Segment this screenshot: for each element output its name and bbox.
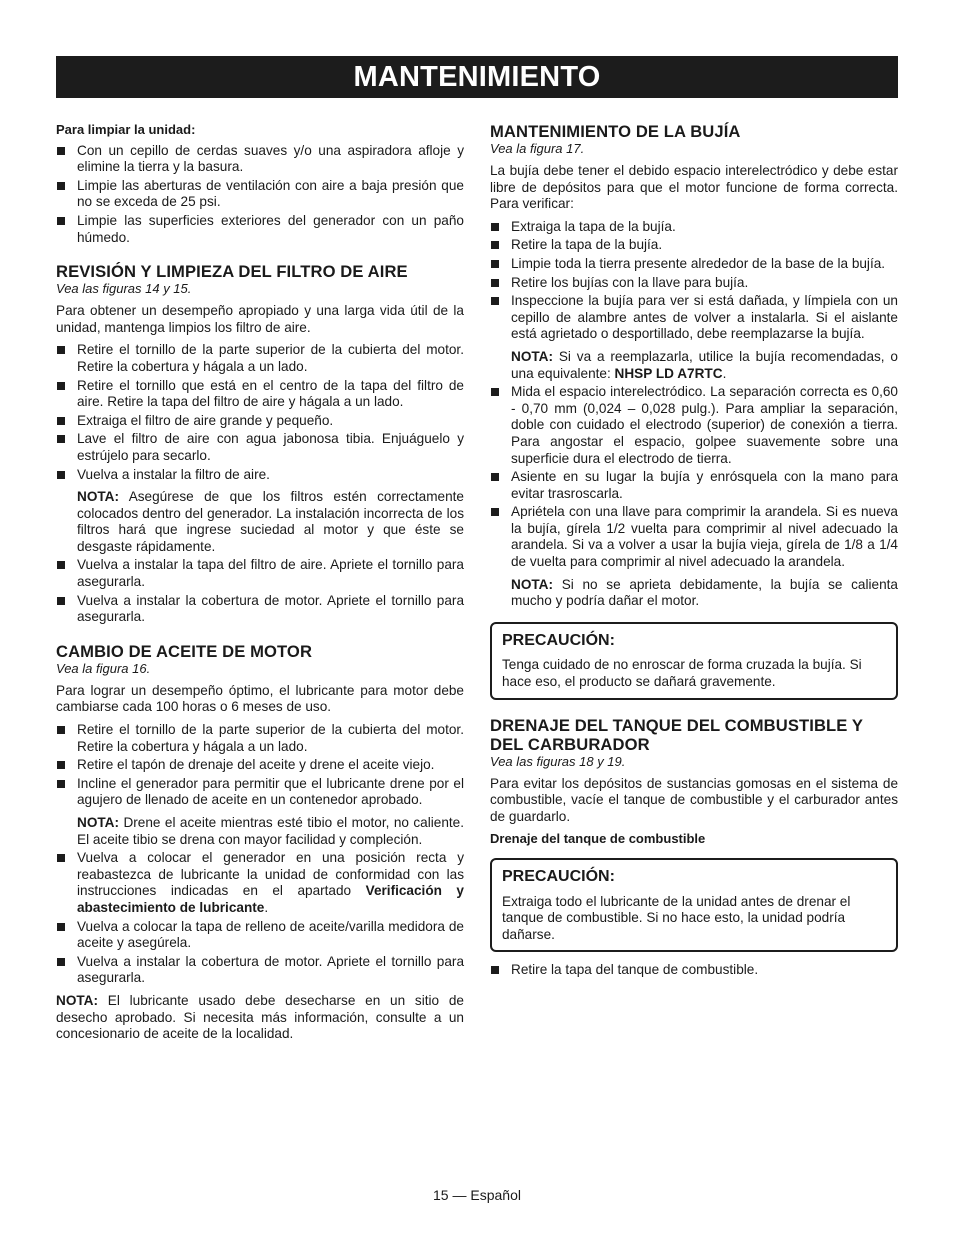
plug-part-number: NHSP LD A7RTC	[614, 365, 723, 381]
plug-note-2	[490, 577, 898, 610]
list-item: Limpie las aberturas de ventilación con aire a baja presión que no se exceda de 25 psi.	[56, 178, 464, 211]
caution-text: Tenga cuidado de no enroscar de forma cruzada la bujía. Si hace eso, el producto se dañará gravemente.	[502, 657, 862, 690]
caution-title: PRECAUCIÓN:	[502, 631, 615, 649]
note-label: NOTA:	[77, 815, 120, 830]
list-item: Incline el generador para permitir que el lubricante drene por el agujero de llenado de aceite en un contenedor aprobado.	[56, 776, 464, 809]
caution-text: Extraiga todo el lubricante de la unidad antes de drenar el tanque de combustible. Si no hace esto, la unidad podría dañarse.	[502, 893, 851, 942]
filter-note	[56, 489, 464, 555]
drain-sub-label: Drenaje del tanque de combustible	[490, 831, 706, 847]
note-end: .	[722, 365, 727, 381]
filter-list-2	[56, 557, 464, 625]
right-column	[490, 122, 898, 985]
page-footer: 15 — Español	[433, 1187, 521, 1203]
list-item: Con un cepillo de cerdas suaves y/o una aspiradora afloje y elimine la tierra y la basura.	[56, 143, 464, 176]
list-item: Inspeccione la bujía para ver si está dañada, y límpiela con un cepillo de alambre antes de volver a instalarla. Si el aislante está agrietado o desportillado, debe reemplazarse la bujía.	[490, 293, 898, 343]
plug-list-2	[490, 384, 898, 571]
list-item: Asiente en su lugar la bujía y enrósquela con la mano para evitar trasroscarla.	[490, 469, 898, 502]
list-item: Extraiga la tapa de la bujía.	[490, 219, 898, 236]
refill-ref: Verificación y abastecimiento de lubricante	[77, 883, 464, 915]
clean-list	[56, 143, 464, 247]
note-label: NOTA:	[511, 576, 554, 592]
note-text: Si va a reemplazarla, utilice la bujía recomendadas, o una equivalente:	[511, 348, 898, 381]
note-label: NOTA:	[511, 348, 554, 364]
oil-list	[56, 722, 464, 809]
caution-box	[490, 858, 898, 952]
plug-see: Vea la figura 17.	[490, 141, 585, 156]
note-text: Si no se aprieta debidamente, la bujía se calienta mucho y podría dañar el motor.	[511, 576, 898, 609]
list-item: Extraiga el filtro de aire grande y pequeño.	[56, 413, 464, 430]
page-title: MANTENIMIENTO	[56, 56, 898, 98]
drain-intro: Para evitar los depósitos de sustancias gomosas en el sistema de combustible, vacíe el tanque de combustible y el carburador antes de guardarlo.	[490, 775, 898, 824]
drain-see: Vea las figuras 18 y 19.	[490, 753, 626, 769]
list-item	[56, 850, 464, 916]
note-text: El lubricante usado debe desecharse en un sitio de desecho aprobado. Si necesita más información, consulte a un concesionario de aceite de la localidad.	[56, 992, 464, 1042]
plug-list	[490, 219, 898, 343]
note-text: Asegúrese de que los filtros estén correctamente colocados dentro del generador. La instalación incorrecta de los filtros hará que ingrese suciedad al motor y que éste se desgaste rápidamente.	[77, 489, 464, 554]
list-item: Retire el tornillo que está en el centro de la tapa del filtro de aire. Retire la tapa del filtro de aire y hágala a un lado.	[56, 378, 464, 411]
note-label: NOTA:	[77, 489, 120, 505]
oil-see: Vea la figura 16.	[56, 660, 151, 676]
left-column	[56, 122, 464, 1049]
list-item: Vuelva a instalar la tapa del filtro de aire. Apriete el tornillo para asegurarla.	[56, 557, 464, 590]
list-item: Retire el tornillo de la parte superior de la cubierta del motor. Retire la cobertura y hágala a un lado.	[56, 722, 464, 755]
list-item: Mida el espacio interelectródico. La separación correcta es 0,60 - 0,70 mm (0,024 – 0,028 pulg.). Para ampliar la separación, doble con cuidado el electrodo (superior) de conexión a tierra. Para angostar el espacio, golpee suavemente sobre una superficie dura el electrodo de tierra.	[490, 384, 898, 467]
oil-final-note	[56, 993, 464, 1043]
plug-heading: MANTENIMIENTO DE LA BUJÍA	[490, 122, 741, 141]
list-item: Retire la tapa de la bujía.	[490, 237, 898, 254]
drain-list	[490, 962, 898, 979]
list-item: Retire los bujías con la llave para bujía.	[490, 275, 898, 292]
list-item: Retire el tornillo de la parte superior de la cubierta del motor. Retire la cobertura y hágala a un lado.	[56, 342, 464, 375]
plug-note-1	[490, 349, 898, 382]
oil-heading: CAMBIO DE ACEITE DE MOTOR	[56, 641, 313, 661]
oil-intro: Para lograr un desempeño óptimo, el lubricante para motor debe cambiarse cada 100 horas o 6 meses de uso.	[56, 682, 464, 715]
filter-see: Vea las figuras 14 y 15.	[56, 281, 192, 297]
oil-note	[56, 815, 464, 848]
list-item: Vuelva a instalar la filtro de aire.	[56, 467, 464, 484]
caution-box	[490, 622, 898, 700]
filter-heading: REVISIÓN Y LIMPIEZA DEL FILTRO DE AIRE	[56, 262, 408, 282]
list-item: Apriétela con una llave para comprimir la arandela. Si es nueva la bujía, gírela 1/2 vuelta para comprimir al nivel adecuado la arandela. Si va a volver a usar la bujía vieja, gírela de 1/8 a 1/4 de vuelta para comprimir al nivel adecuado la arandela.	[490, 504, 898, 570]
oil-list-2	[56, 850, 464, 987]
note-label: NOTA:	[56, 992, 99, 1008]
refill-end: .	[264, 899, 269, 915]
list-item: Lave el filtro de aire con agua jabonosa tibia. Enjuáguelo y estrújelo para secarlo.	[56, 431, 464, 464]
clean-label: Para limpiar la unidad:	[56, 122, 196, 137]
refill-text: Vuelva a colocar el generador en una posición recta y reabastezca de lubricante la unidad de conformidad con las instrucciones indicadas en el apartado	[77, 850, 464, 899]
list-item: Retire la tapa del tanque de combustible.	[490, 962, 898, 979]
list-item: Limpie las superficies exteriores del generador con un paño húmedo.	[56, 213, 464, 246]
list-item: Vuelva a colocar la tapa de relleno de aceite/varilla medidora de aceite y asegúrela.	[56, 919, 464, 952]
note-text: Drene el aceite mientras esté tibio el motor, no caliente. El aceite tibio se drena con mayor facilidad y compleción.	[77, 815, 464, 847]
list-item: Vuelva a instalar la cobertura de motor. Apriete el tornillo para asegurarla.	[56, 954, 464, 987]
filter-intro: Para obtener un desempeño apropiado y una larga vida útil de la unidad, mantenga limpios los filtro de aire.	[56, 303, 464, 335]
list-item: Limpie toda la tierra presente alrededor de la base de la bujía.	[490, 256, 898, 273]
plug-intro: La bujía debe tener el debido espacio interelectródico y debe estar libre de depósitos para que el motor funcione de forma correcta. Para verificar:	[490, 163, 898, 212]
caution-title: PRECAUCIÓN:	[502, 868, 615, 885]
filter-list	[56, 342, 464, 483]
drain-heading: DRENAJE DEL TANQUE DEL COMBUSTIBLE Y DEL CARBURADOR	[490, 715, 863, 754]
list-item: Retire el tapón de drenaje del aceite y drene el aceite viejo.	[56, 757, 464, 774]
list-item: Vuelva a instalar la cobertura de motor. Apriete el tornillo para asegurarla.	[56, 593, 464, 626]
